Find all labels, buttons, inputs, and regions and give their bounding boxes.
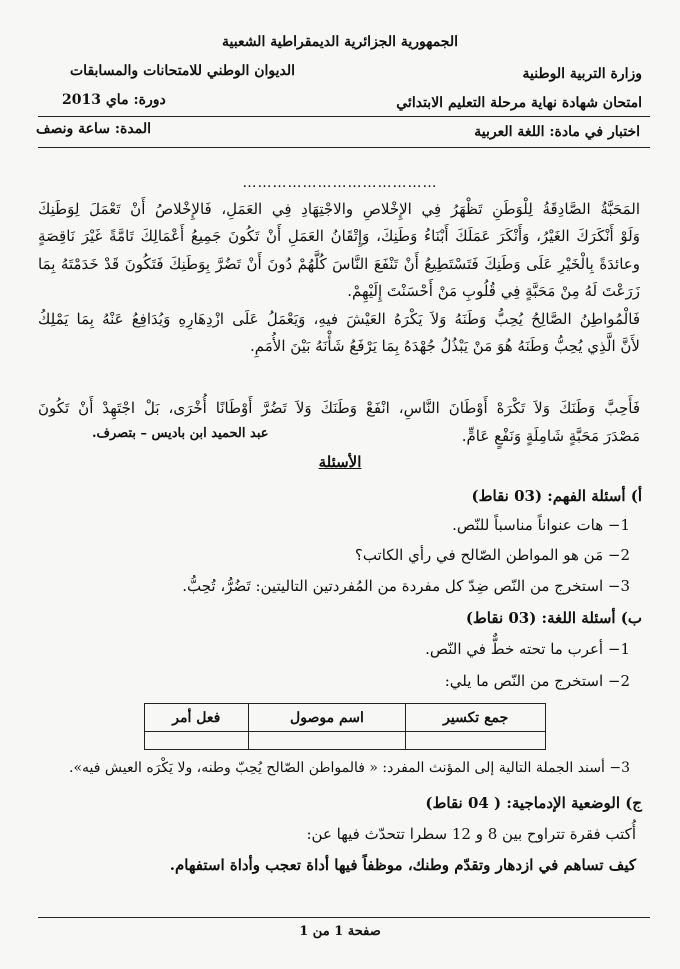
- text-line-1: المَحَبَّةُ الصَّادِقَةُ لِلْوَطَنِ تَظْهَرُ فِي الإِخْلاصِ والاجْتِهَادِ فِي العَمَلِ، فَالإِخْلاصُ أَنْ تَعْمَلَ لِوَطَنِكَ: [38, 200, 640, 218]
- text-line-2: وَلَوْ أَنْكَرَكَ الغَيْرُ، وَأَنْكَرَ عَمَلَكَ أَبْنَاءُ وَطَنِكَ، وَإِتْقَانُ العَمَلِ أَنْ تَكُونَ جَمِيعُ أَعْمَالِكَ تَامَّةً غَيْرَ نَاقِصَةٍ: [38, 227, 640, 245]
- page-number: صفحة 1 من 1: [299, 924, 381, 939]
- header-divider-bottom: [38, 147, 650, 148]
- question-c2: كيف تساهم في ازدهار وتقدّم وطنك، موظفاً فيها أداة تعجب وأداة استفهام.: [169, 856, 636, 874]
- question-b2: 2− استخرج من النّص ما يلي:: [444, 672, 630, 690]
- exam-name: امتحان شهادة نهاية مرحلة التعليم الابتدائي: [396, 95, 642, 111]
- text-line-8: مَصْدَرَ مَحَبَّةٍ شَامِلَةٍ وَنَفْعٍ عَامٍّ.: [461, 427, 640, 445]
- exam-duration: المدة: ساعة ونصف: [36, 121, 151, 137]
- header-divider-top: [38, 116, 650, 117]
- title-placeholder-dots: …………………………………: [242, 175, 438, 191]
- questions-title: الأسئلة: [318, 453, 362, 471]
- answer-cell: [406, 732, 546, 750]
- ministry-name: وزارة التربية الوطنية: [522, 66, 642, 82]
- section-b-title: ب) أسئلة اللغة: (03 نقاط): [465, 609, 642, 627]
- text-author: عبد الحميد ابن باديس – بتصرف.: [92, 426, 269, 441]
- text-line-3: وعائدَةً بِالْخَيْرِ عَلَى وَطَنِكَ فَتَسْتَطِيعُ أَنْ تَنْفَعَ النَّاسَ كُلَّهُمْ دُونَ أَنْ تَضُرَّ بِوَطَنِكَ فَتَكُونَ قَدْ خَدَمْتَهُ بِمَا: [38, 255, 640, 273]
- table-header-broken-plural: جمع تكسير: [406, 704, 546, 732]
- text-line-5: فَالْمُواطِنُ الصَّالِحُ يُحِبُّ وَطَنَهُ وَلاَ يَكْرَهُ العَيْشَ فيهِ، وَيَعْمَلُ عَلَى ازْدِهَارِهِ وَيُدَافِعُ عَنْهُ بِمَا يَمْلِكُ: [38, 310, 640, 328]
- question-a2: 2− مَن هو المواطن الصّالح في رأي الكاتب؟: [354, 546, 630, 564]
- exam-subject: اختبار في مادة: اللغة العربية: [474, 124, 640, 140]
- answer-cell: [248, 732, 406, 750]
- text-line-7: فَأَحِبَّ وَطَنَكَ وَلاَ تَكْرَهْ أَوْطَانَ النَّاسِ، انْفَعْ وَطَنَكَ وَلاَ تَضُرَّ أَوْطَانًا أُخْرَى، بَلْ اجْتَهِدْ أَنْ تَكُونَ: [38, 399, 640, 417]
- table-header-imperative-verb: فعل أمر: [145, 704, 249, 732]
- republic-title: الجمهورية الجزائرية الديمقراطية الشعبية: [221, 34, 458, 50]
- exam-session: دورة: ماي 2013: [62, 92, 166, 108]
- table-header-relative-pronoun: اسم موصول: [248, 704, 406, 732]
- section-c-title: ج) الوضعية الإدماجية: ( 04 نقاط): [425, 794, 642, 812]
- section-a-title: أ) أسئلة الفهم: (03 نقاط): [471, 487, 642, 505]
- question-b3: 3− أسند الجملة التالية إلى المؤنث المفرد: « فالمواطن الصّالح يُحِبّ وطنه، ولا يَكْرَه العيش فيه».: [69, 760, 630, 776]
- text-line-4: زَرَعْتَ لَهُ مِنْ مَحَبَّةٍ فِي قُلُوبِ مَنْ أَحْسَنْتَ إِلَيْهِمْ.: [347, 282, 640, 300]
- answer-cell: [145, 732, 249, 750]
- answer-table: [144, 703, 546, 750]
- question-a1: 1− هات عنواناً مناسباً للنّص.: [452, 516, 630, 534]
- question-a3: 3− استخرج من النّص ضِدّ كل مفردة من المُفردتين التاليتين: تَضُرُّ، تُحِبُّ.: [182, 577, 630, 595]
- text-line-6: لأَنَّ الَّذِي يُحِبُّ وَطَنَهُ هُوَ مَنْ يَبْذُلُ جُهْدَهُ بِمَا يَرْفَعُ شَأْنَهُ بَيْنَ الأُمَمِ.: [250, 337, 640, 355]
- question-c1: أُكتب فقرة تتراوح بين 8 و 12 سطرا تتحدّث فيها عن:: [306, 825, 636, 843]
- footer-divider: [38, 917, 650, 918]
- question-b1: 1− أعرب ما تحته خطٌّ في النّص.: [425, 640, 630, 658]
- exam-office-name: الديوان الوطني للامتحانات والمسابقات: [70, 63, 296, 79]
